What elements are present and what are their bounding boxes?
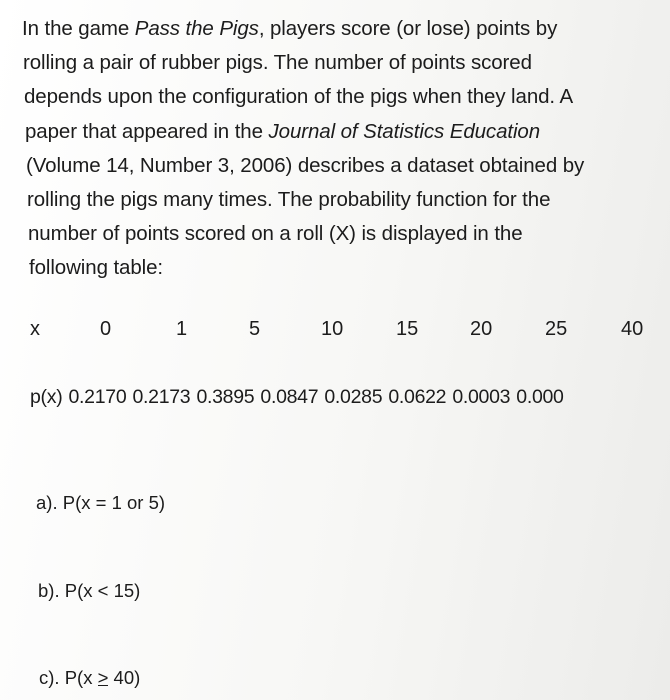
x-value: 1 bbox=[176, 318, 188, 340]
statement-text: following table: bbox=[29, 256, 164, 280]
question-a: a). P(x = 1 or 5) bbox=[36, 492, 166, 513]
probability-row bbox=[30, 386, 658, 409]
question-c bbox=[39, 667, 140, 689]
statement-line-2 bbox=[22, 46, 652, 80]
p-value: 0.2170 bbox=[68, 386, 127, 408]
p-value: 0.2173 bbox=[132, 386, 191, 408]
statement-line-8 bbox=[22, 251, 652, 285]
x-label: x bbox=[30, 318, 40, 340]
statement-line-1 bbox=[22, 12, 652, 46]
x-value: 25 bbox=[545, 318, 568, 340]
statement-text: number of points scored on a roll (X) is displayed in the bbox=[28, 222, 523, 246]
problem-statement bbox=[22, 12, 652, 286]
statement-text: (Volume 14, Number 3, 2006) describes a dataset obtained by bbox=[26, 153, 585, 177]
p-value: 0.0003 bbox=[452, 386, 511, 408]
x-value: 5 bbox=[249, 318, 261, 340]
statement-line-7 bbox=[22, 217, 652, 251]
x-value: 0 bbox=[100, 318, 112, 340]
x-value: 40 bbox=[621, 318, 644, 340]
x-value: 10 bbox=[321, 318, 344, 340]
p-label: p(x) bbox=[30, 386, 63, 408]
p-value: 0.3895 bbox=[196, 386, 255, 408]
p-value: 0.0285 bbox=[324, 386, 383, 408]
journal-title: Journal of Statistics Education bbox=[268, 119, 541, 143]
statement-line-6 bbox=[22, 183, 652, 217]
statement-text: rolling the pigs many times. The probability function for the bbox=[27, 188, 551, 212]
question-c-suffix: 40) bbox=[108, 667, 141, 688]
p-value: 0.000 bbox=[516, 386, 564, 408]
game-title: Pass the Pigs bbox=[134, 17, 259, 40]
greater-equal-symbol: > bbox=[97, 667, 109, 688]
statement-text: In the game bbox=[22, 17, 135, 40]
x-value: 20 bbox=[470, 318, 493, 340]
statement-line-5 bbox=[22, 149, 652, 183]
statement-text: paper that appeared in the bbox=[25, 119, 269, 143]
p-value: 0.0622 bbox=[388, 386, 447, 408]
statement-text: depends upon the configuration of the pigs when they land. A bbox=[24, 85, 574, 109]
x-value: 15 bbox=[396, 318, 419, 340]
question-c-prefix: c). P(x bbox=[39, 667, 98, 688]
question-b: b). P(x < 15) bbox=[38, 580, 141, 601]
statement-line-4 bbox=[22, 115, 652, 149]
statement-text: rolling a pair of rubber pigs. The number of points scored bbox=[23, 51, 532, 75]
statement-line-3 bbox=[22, 80, 652, 114]
p-value: 0.0847 bbox=[260, 386, 319, 408]
statement-text: , players score (or lose) points by bbox=[258, 17, 558, 40]
